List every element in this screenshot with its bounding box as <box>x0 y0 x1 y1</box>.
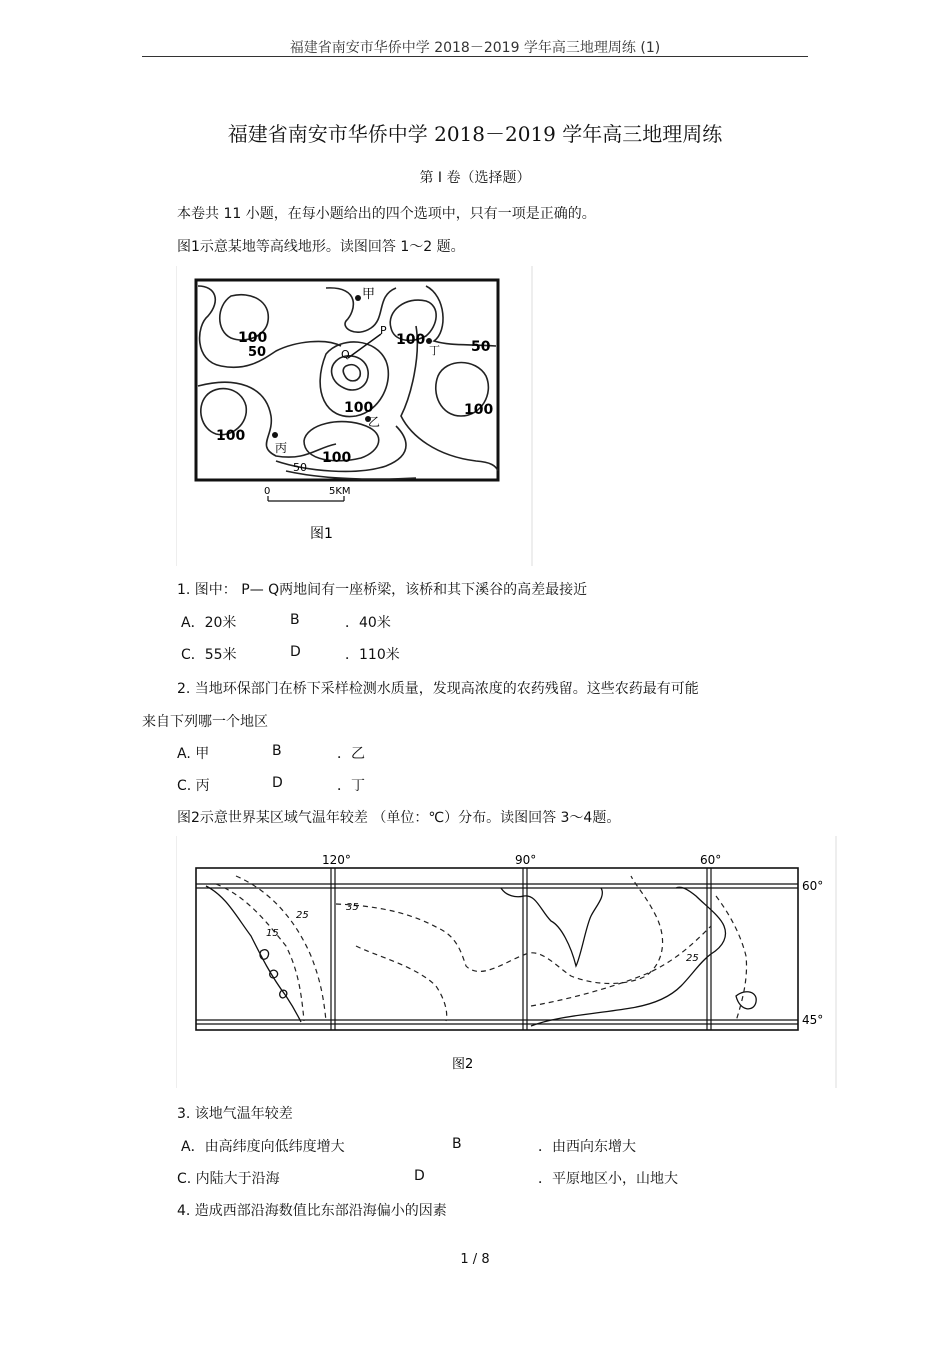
q2-stem-line1: 2. 当地环保部门在桥下采样检测水质量，发现高浓度的农药残留。这些农药最有可能 <box>177 681 699 697</box>
q3-option-a: A．由高纬度向低纬度增大 <box>181 1139 345 1155</box>
label-ding: 丁 <box>429 344 440 357</box>
contour-line <box>332 356 369 390</box>
latitude-label: 60° <box>802 879 824 893</box>
q4-stem: 4. 造成西部沿海数值比东部沿海偏小的因素 <box>177 1203 447 1219</box>
label-q: Q <box>341 348 350 361</box>
q3-option-b-letter: B <box>452 1136 462 1152</box>
isoline <box>356 946 447 1021</box>
isoline <box>336 876 663 984</box>
label-p: P <box>380 324 387 337</box>
isoline <box>716 896 747 1021</box>
contour-label: 100 <box>464 402 494 418</box>
q2-option-a: A. 甲 <box>177 746 210 762</box>
islands <box>260 950 287 998</box>
contour-line <box>198 286 341 367</box>
q1-option-b-letter: B <box>290 612 300 628</box>
fig1-caption: 图1 <box>310 526 333 542</box>
document-title: 福建省南安市华侨中学 2018－2019 学年高三地理周练 <box>227 122 723 146</box>
fig1-intro: 图1示意某地等高线地形。读图回答 1～2 题。 <box>177 239 465 255</box>
contour-label: 100 <box>238 330 268 346</box>
isoline-label: 25 <box>296 910 309 921</box>
latitude-label: 45° <box>802 1013 824 1027</box>
q1-option-b: ．40米 <box>345 615 391 631</box>
contour-label: 50 <box>293 461 307 474</box>
contour-line <box>343 365 360 381</box>
label-yi: 乙 <box>368 415 381 429</box>
point-bing <box>272 432 278 438</box>
isoline-label: 35 <box>346 902 359 913</box>
page-number: 1 / 8 <box>460 1252 490 1267</box>
section-title: 第 Ⅰ 卷（选择题） <box>419 170 531 186</box>
contour-label: 50 <box>248 345 267 360</box>
header-rule <box>142 56 808 57</box>
point-jia <box>355 295 361 301</box>
q2-option-c: C. 丙 <box>177 778 210 794</box>
fig1-contour-map <box>176 266 534 566</box>
running-header: 福建省南安市华侨中学 2018－2019 学年高三地理周练 (1) <box>289 40 661 56</box>
q3-option-c: C. 内陆大于沿海 <box>177 1171 280 1187</box>
q1-stem: 1. 图中： P— Q两地间有一座桥梁，该桥和其下溪谷的高差最接近 <box>177 582 588 598</box>
q1-option-c: C．55米 <box>181 647 237 663</box>
contour-label: 100 <box>322 450 352 466</box>
isoline <box>236 876 326 1021</box>
q3-stem: 3. 该地气温年较差 <box>177 1106 293 1122</box>
fig2-caption: 图2 <box>452 1057 474 1072</box>
coastline <box>501 888 602 966</box>
contour-label: 100 <box>396 332 426 348</box>
longitude-label: 90° <box>515 853 537 867</box>
label-bing: 丙 <box>275 441 288 455</box>
map-frame <box>196 868 798 1030</box>
q2-option-b-letter: B <box>272 743 282 759</box>
fig2-intro: 图2示意世界某区域气温年较差 （单位：℃）分布。读图回答 3～4题。 <box>177 810 621 826</box>
fig2-isoline-map <box>176 836 838 1088</box>
scale-start: 0 <box>264 486 271 497</box>
instruction-text: 本卷共 11 小题，在每小题给出的四个选项中，只有一项是正确的。 <box>177 206 596 222</box>
q2-option-d-letter: D <box>272 775 283 791</box>
scale-end: 5KM <box>329 486 351 497</box>
q3-option-d: ．平原地区小，山地大 <box>538 1171 678 1187</box>
longitude-label: 60° <box>700 853 722 867</box>
isoline-label: 25 <box>686 953 699 964</box>
q1-option-d: ．110米 <box>345 647 400 663</box>
isoline-label: 15 <box>266 928 279 939</box>
island <box>736 992 756 1009</box>
bridge-line <box>348 334 381 358</box>
coastline <box>206 886 301 1022</box>
label-jia: 甲 <box>362 287 376 302</box>
q2-option-b: ．乙 <box>337 746 365 762</box>
contour-label: 100 <box>344 400 374 416</box>
q3-option-b: ．由西向东增大 <box>538 1139 636 1155</box>
longitude-label: 120° <box>322 853 351 867</box>
q2-option-d: ．丁 <box>337 778 365 794</box>
q3-option-d-letter: D <box>414 1168 425 1184</box>
q1-option-d-letter: D <box>290 644 301 660</box>
contour-label: 50 <box>471 339 491 355</box>
q1-option-a: A．20米 <box>181 615 237 631</box>
q2-stem-line2: 来自下列哪一个地区 <box>142 714 268 730</box>
contour-line <box>198 382 336 457</box>
contour-label: 100 <box>216 428 246 444</box>
